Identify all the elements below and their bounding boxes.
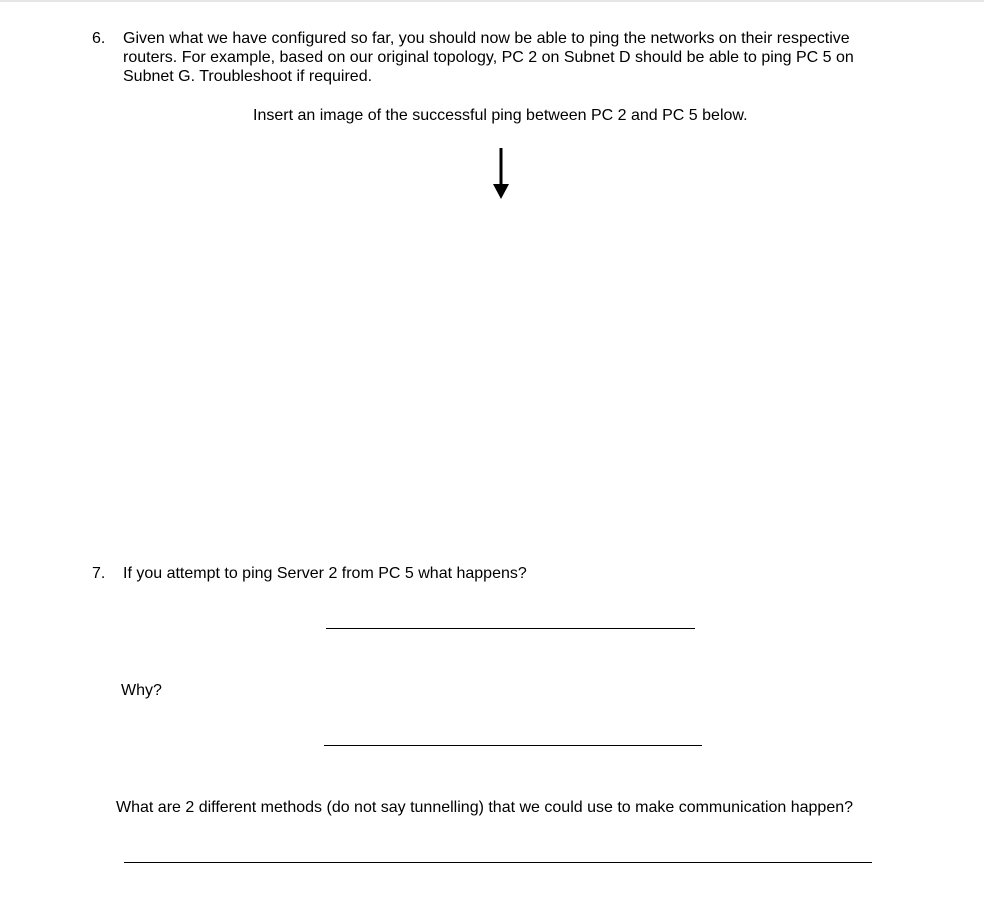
question-6-number: 6. (92, 30, 106, 47)
answer-line-what-happens[interactable] (326, 628, 695, 629)
arrow-down-icon (492, 148, 510, 200)
why-label: Why? (121, 682, 162, 699)
question-7-number: 7. (92, 565, 106, 582)
image-placeholder-area[interactable] (123, 210, 893, 540)
question-6-instruction: Insert an image of the successful ping between PC 2 and PC 5 below. (253, 107, 748, 124)
answer-line-methods[interactable] (124, 862, 872, 863)
question-6-text: Given what we have configured so far, you should now be able to ping the networks on their respective routers. For example, based on our original topology, PC 2 on Subnet D should be able to ping PC 5 on Subnet G. Troubleshoot if required. (123, 30, 854, 85)
methods-question: What are 2 different methods (do not say tunnelling) that we could use to make communication happen? (116, 799, 854, 816)
question-7-text: If you attempt to ping Server 2 from PC 5 what happens? (123, 565, 527, 582)
answer-line-why[interactable] (324, 745, 702, 746)
page-top-edge (0, 0, 984, 2)
